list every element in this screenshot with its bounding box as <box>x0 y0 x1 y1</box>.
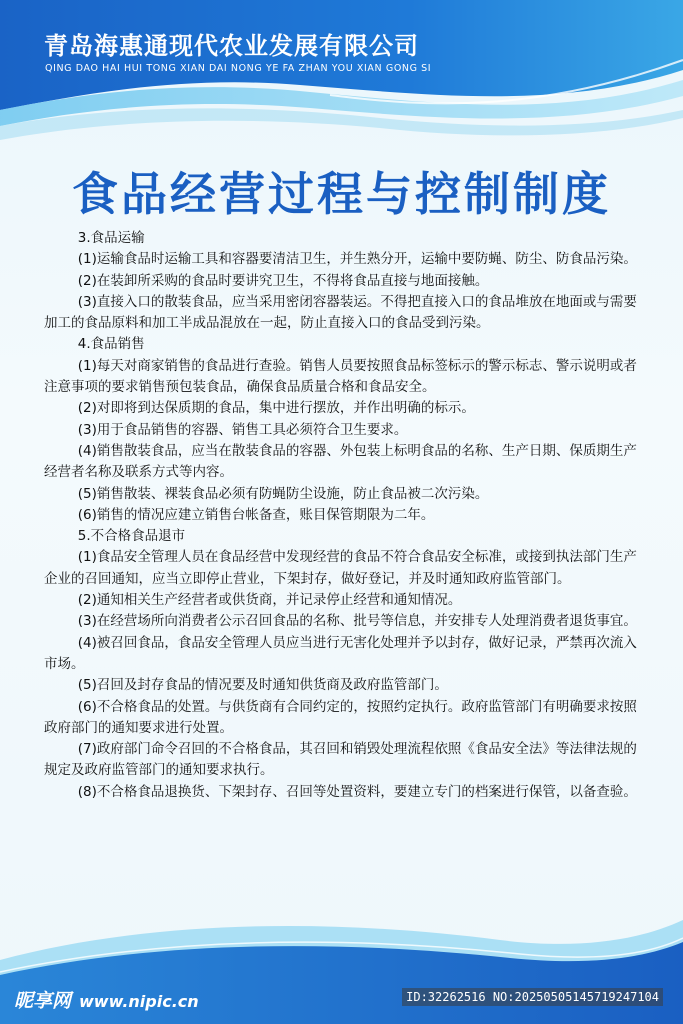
paragraph: (5)召回及封存食品的情况要及时通知供货商及政府监管部门。 <box>77 677 448 694</box>
company-name-en: QING DAO HAI HUI TONG XIAN DAI NONG YE FA ZHAN YOU XIAN GONG SI <box>45 63 432 74</box>
image-id-label: ID:32262516 NO:20250505145719247104 <box>402 988 663 1006</box>
paragraph: (8)不合格食品退换货、下架封存、召回等处置资料，要建立专门的档案进行保管，以备查验。 <box>77 783 637 800</box>
paragraph: (2)通知相关生产经营者或供货商，并记录停止经营和通知情况。 <box>77 592 462 609</box>
paragraph: (5)销售散装、裸装食品必须有防蝇防尘设施，防止食品被二次污染。 <box>77 485 489 502</box>
paragraph: (3)在经营场所向消费者公示召回食品的名称、批号等信息，并安排专人处理消费者退货事宜。 <box>77 613 637 630</box>
paragraph: (1)运输食品时运输工具和容器要清洁卫生，并生熟分开，运输中要防蝇、防尘、防食品污染。 <box>77 251 637 268</box>
paragraph: (1)每天对商家销售的食品进行查验。销售人员要按照食品标签标示的警示标志、警示说明或者注意事项的要求销售预包装食品，确保食品质量合格和食品安全。 <box>44 357 637 396</box>
page-title: 食品经营过程与控制制度 <box>72 167 611 221</box>
document-body <box>44 228 642 803</box>
header-banner <box>0 0 683 150</box>
section-heading: 4.食品销售 <box>77 336 145 353</box>
paragraph: (6)不合格食品的处置。与供货商有合同约定的，按照约定执行。政府监管部门有明确要求按照政府部门的通知要求进行处置。 <box>44 698 637 736</box>
paragraph: (1)食品安全管理人员在食品经营中发现经营的食品不符合食品安全标准，或接到执法部门生产企业的召回通知，应当立即停止营业，下架封存，做好登记，并及时通知政府监管部门。 <box>44 549 637 587</box>
section-heading: 5.不合格食品退市 <box>77 528 186 545</box>
paragraph: (4)被召回食品，食品安全管理人员应当进行无害化处理并予以封存，做好记录，严禁再次流入市场。 <box>44 634 637 672</box>
paragraph: (4)销售散装食品，应当在散装食品的容器、外包装上标明食品的名称、生产日期、保质期生产经营者名称及联系方式等内容。 <box>44 442 637 481</box>
paragraph: (2)对即将到达保质期的食品，集中进行摆放，并作出明确的标示。 <box>77 400 475 417</box>
company-name-cn: 青岛海惠通现代农业发展有限公司 <box>44 32 419 60</box>
section-heading: 3.食品运输 <box>77 230 145 246</box>
paragraph: (2)在装卸所采购的食品时要讲究卫生，不得将食品直接与地面接触。 <box>77 272 489 289</box>
paragraph: (3)直接入口的散装食品，应当采用密闭容器装运。不得把直接入口的食品堆放在地面或与需要加工的食品原料和加工半成品混放在一起，防止直接入口的食品受到污染。 <box>44 293 637 332</box>
paragraph: (6)销售的情况应建立销售台帐备查，账目保管期限为二年。 <box>77 506 435 523</box>
paragraph: (3)用于食品销售的容器、销售工具必须符合卫生要求。 <box>77 421 408 438</box>
brand-name: 昵享网 <box>14 990 72 1012</box>
brand-url[interactable]: www.nipic.cn <box>79 992 199 1011</box>
paragraph: (7)政府部门命令召回的不合格食品，其召回和销毁处理流程依照《食品安全法》等法律法规的规定及政府监管部门的通知要求执行。 <box>44 741 637 779</box>
header-wave-graphic <box>0 0 683 150</box>
watermark-brand <box>14 986 199 1013</box>
